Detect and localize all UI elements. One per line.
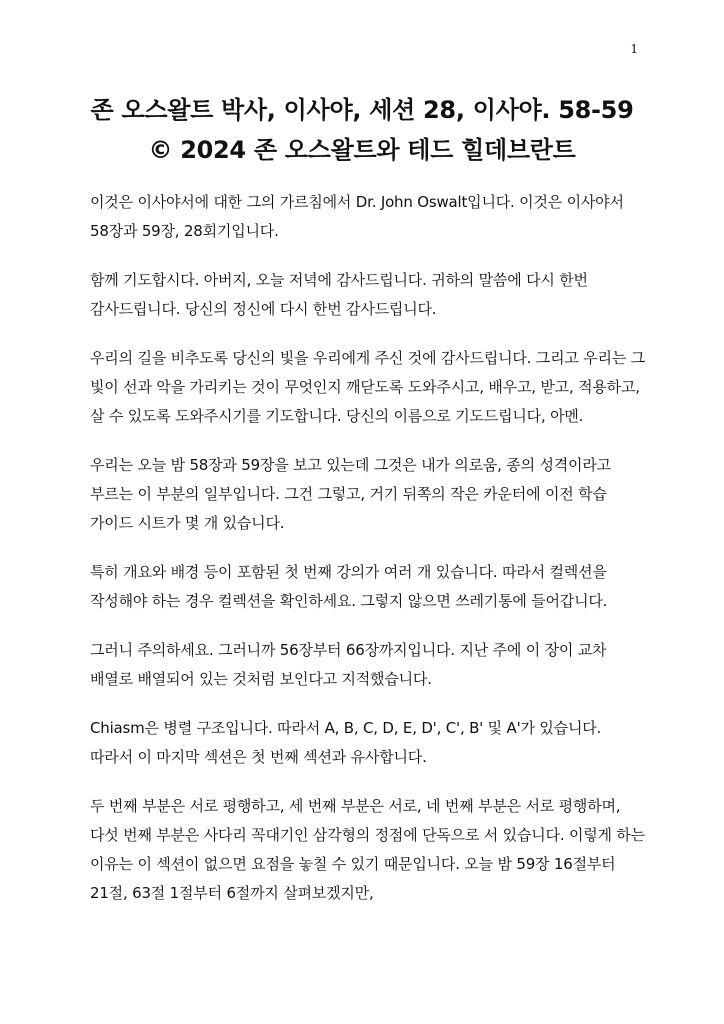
paragraph-chiastic: 그러니 주의하세요. 그러니까 56장부터 66장까지입니다. 지난 주에 이 장이 교차 배열로 배열되어 있는 것처럼 보인다고 지적했습니다.: [90, 641, 607, 688]
title-line-1: 존 오스왈트 박사, 이사야, 세션 28, 이사야. 58-59: [90, 96, 634, 124]
paragraph-prayer-2: 우리의 길을 비추도록 당신의 빛을 우리에게 주신 것에 감사드립니다. 그리고 우리는 그 빛이 선과 악을 가리키는 것이 무엇인지 깨닫도록 도와주시고, 배우고, 받고, 적용하고, 살 수 있도록 도와주시기를 기도합니다. 당신의 이름으로 기도드립니다, 아멘.: [90, 349, 645, 425]
paragraph-parallels: 두 번째 부분은 서로 평행하고, 세 번째 부분은 서로, 네 번째 부분은 서로 평행하며, 다섯 번째 부분은 사다리 꼭대기인 삼각형의 정점에 단독으로 서 있습니다. 이렇게 하는 이유는 이 섹션이 없으면 요점을 놓칠 수 있기 때문입니다. 오늘 밤 59장 16절부터 21절, 63절 1절부터 6절까지 살펴보겠지만,: [90, 797, 645, 902]
paragraph-chapters: 우리는 오늘 밤 58장과 59장을 보고 있는데 그것은 내가 의로움, 종의 성격이라고 부르는 이 부분의 일부입니다. 그건 그렇고, 거기 뒤쪽의 작은 카운터에 이전 학습 가이드 시트가 몇 개 있습니다.: [90, 456, 611, 532]
paragraph-prayer-1: 함께 기도합시다. 아버지, 오늘 저녁에 감사드립니다. 귀하의 말씀에 다시 한번 감사드립니다. 당신의 정신에 다시 한번 감사드립니다.: [90, 271, 588, 318]
paragraph-chiasm: Chiasm은 병렬 구조입니다. 따라서 A, B, C, D, E, D', C', B' 및 A'가 있습니다. 따라서 이 마지막 섹션은 첫 번째 섹션과 유사합니다.: [90, 719, 602, 766]
paragraph-lectures: 특히 개요와 배경 등이 포함된 첫 번째 강의가 여러 개 있습니다. 따라서 컬렉션을 작성해야 하는 경우 컬렉션을 확인하세요. 그렇지 않으면 쓰레기통에 들어갑니다.: [90, 563, 608, 610]
page-number: 1: [630, 42, 638, 56]
document-body: [90, 188, 646, 928]
title-line-2: © 2024 존 오스왈트와 테드 힐데브란트: [148, 136, 576, 164]
paragraph-intro: 이것은 이사야서에 대한 그의 가르침에서 Dr. John Oswalt입니다. 이것은 이사야서 58장과 59장, 28회기입니다.: [90, 193, 624, 240]
document-title: [0, 90, 724, 170]
